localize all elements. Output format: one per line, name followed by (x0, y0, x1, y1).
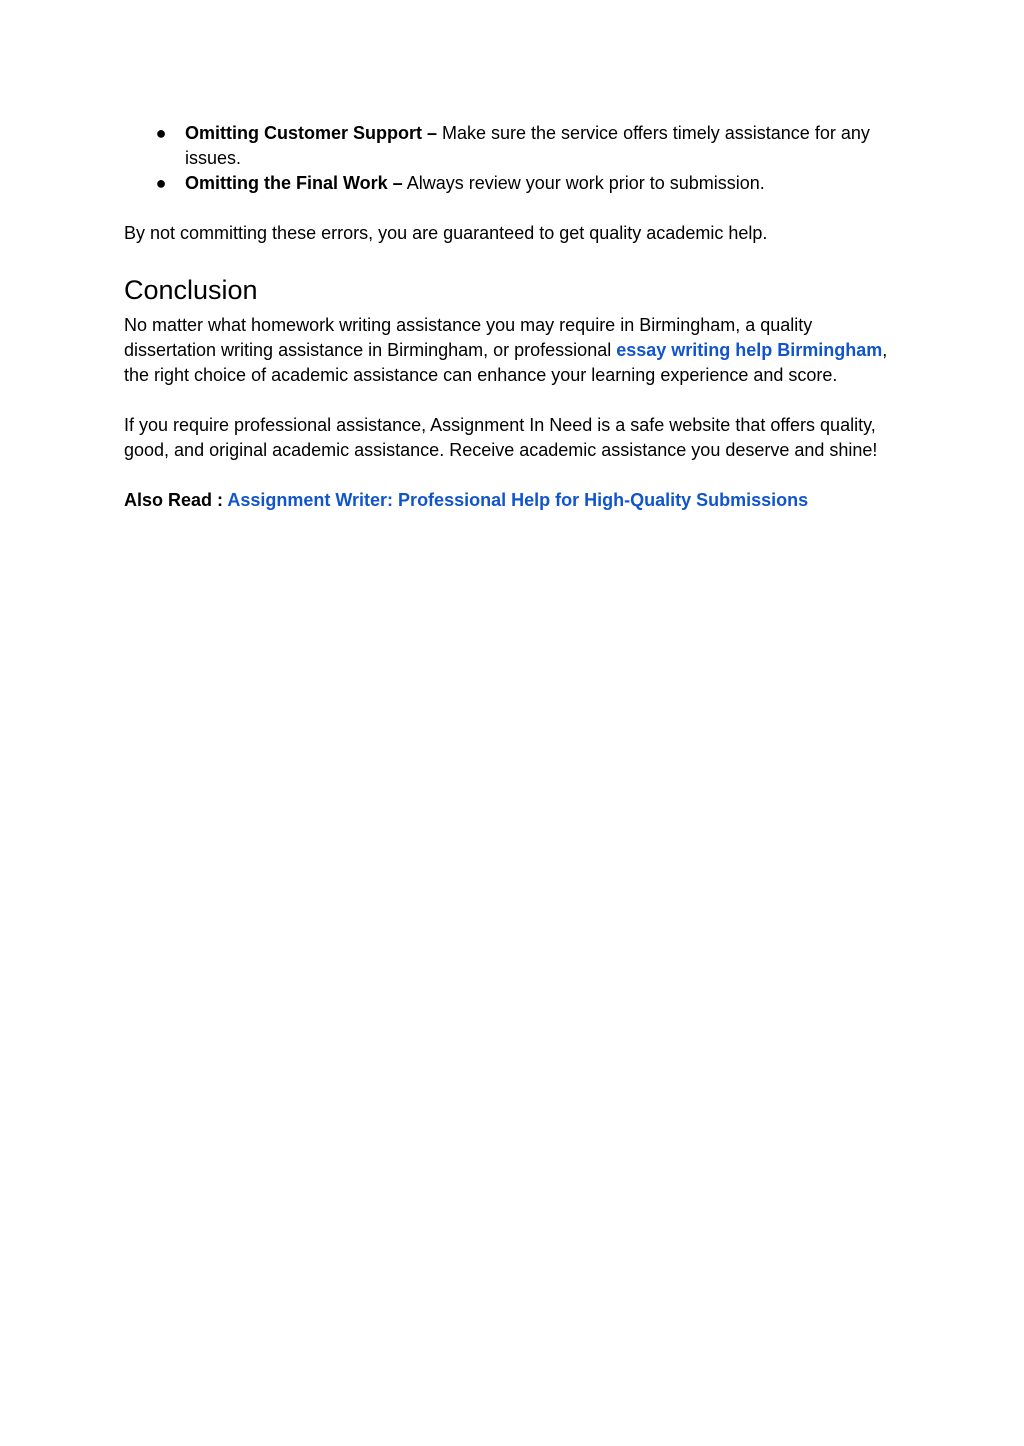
document-page (124, 121, 894, 513)
recommendation-paragraph: If you require professional assistance, Assignment In Need is a safe website that offers quality, good, and original academic assistance. Receive academic assistance you deserve and shine! (124, 415, 878, 460)
paragraph-text: , the right choice of academic assistance can enhance your learning experience and score. (124, 340, 888, 385)
also-read-link[interactable]: Assignment Writer: Professional Help for High-Quality Submissions (227, 490, 809, 510)
bullet-icon: ● (155, 123, 167, 143)
list-item (124, 121, 894, 171)
also-read-label: Also Read : (124, 490, 228, 510)
tips-list (124, 121, 894, 196)
conclusion-paragraph (124, 313, 894, 388)
summary-paragraph: By not committing these errors, you are guaranteed to get quality academic help. (124, 223, 768, 243)
bullet-icon: ● (155, 173, 167, 193)
section-heading: Conclusion (124, 275, 258, 305)
list-item-title: Omitting the Final Work – (185, 173, 403, 193)
list-item-text: Always review your work prior to submission. (402, 173, 765, 193)
paragraph-text: No matter what homework writing assistance you may require in Birmingham, a quality dissertation writing assistance in Birmingham, or professional (124, 315, 813, 360)
essay-writing-help-link[interactable]: essay writing help Birmingham (616, 340, 883, 360)
list-item-title: Omitting Customer Support – (185, 123, 437, 143)
also-read (124, 488, 894, 513)
list-item-text: Make sure the service offers timely assistance for any issues. (185, 123, 870, 168)
list-item (124, 171, 894, 196)
